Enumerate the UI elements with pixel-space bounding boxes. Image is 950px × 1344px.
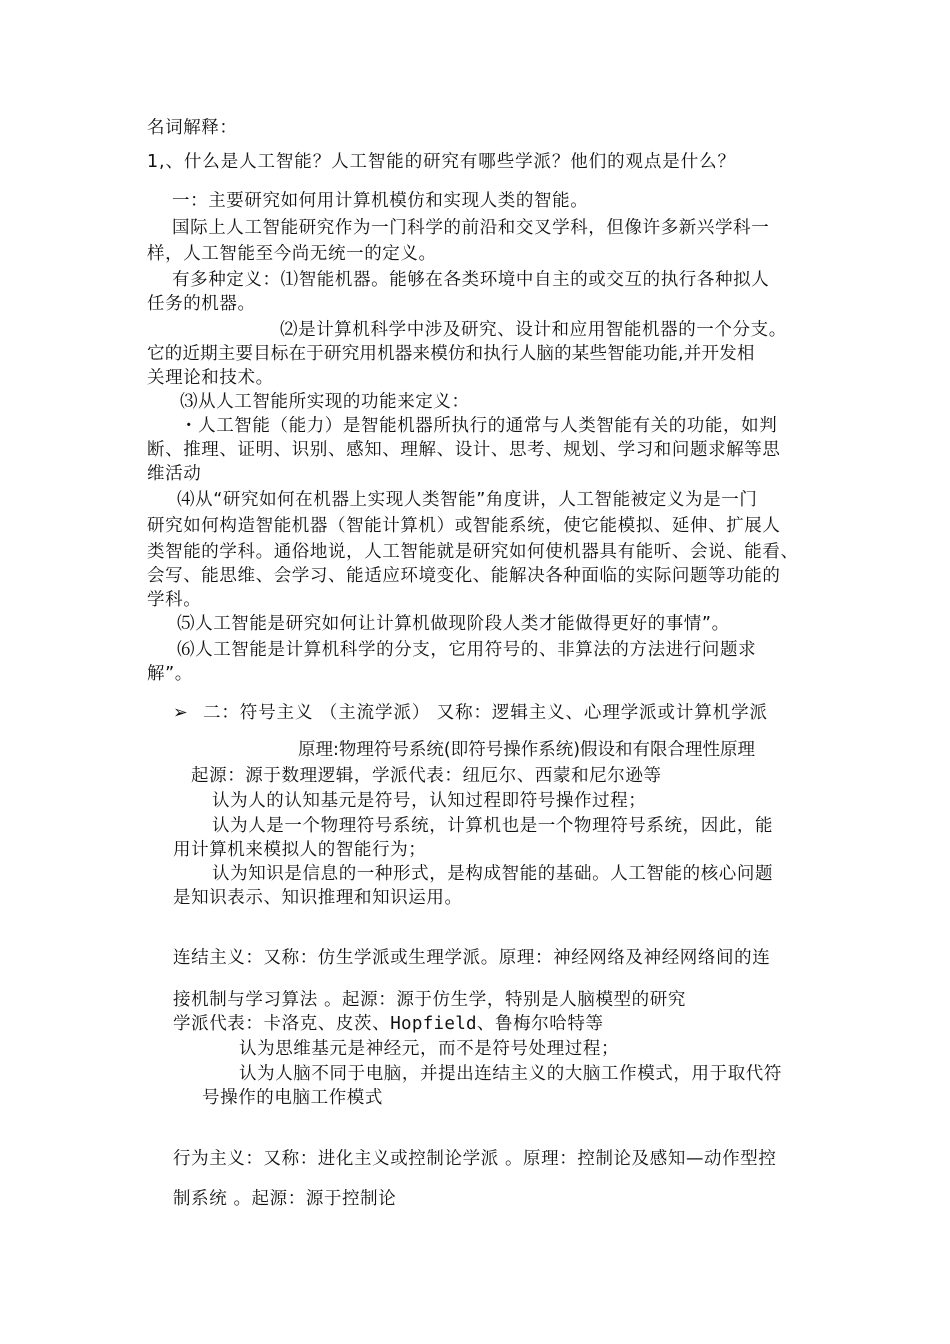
question-line: 1,、什么是人工智能？人工智能的研究有哪些学派？他们的观点是什么？: [147, 152, 736, 172]
definition-line: 有多种定义：⑴智能机器。能够在各类环境中自主的或交互的执行各种拟人: [172, 270, 770, 290]
connectionism-line: 认为思维基元是神经元，而不是符号处理过程；: [239, 1039, 620, 1059]
connectionism-text: 、鲁梅尔哈特等: [476, 1014, 604, 1034]
symbolism-line: 起源：源于数理逻辑，学派代表：纽厄尔、西蒙和尼尔逊等: [191, 766, 662, 786]
behaviorism-line: 制系统 。起源：源于控制论: [173, 1189, 397, 1209]
definition-line: 维活动: [147, 464, 202, 484]
symbolism-line: 认为人是一个物理符号系统，计算机也是一个物理符号系统，因此，能: [212, 816, 774, 836]
definition-line: ⑸人工智能是研究如何让计算机做现阶段人类才能做得更好的事情”。: [177, 614, 730, 634]
definition-line: ⑵是计算机科学中涉及研究、设计和应用智能机器的一个分支。: [280, 320, 787, 340]
connectionism-name: Hopfield: [390, 1014, 477, 1034]
definition-line: ⑷从“研究如何在机器上实现人类智能”角度讲，人工智能被定义为是一门: [177, 490, 758, 510]
symbolism-line: 原理:物理符号系统(即符号操作系统)假设和有限合理性原理: [298, 740, 756, 760]
symbolism-line: 认为知识是信息的一种形式，是构成智能的基础。人工智能的核心问题: [212, 864, 774, 884]
definition-line: 样，人工智能至今尚无统一的定义。: [147, 244, 437, 264]
symbolism-line: 是知识表示、知识推理和知识运用。: [173, 888, 463, 908]
definition-line: 它的近期主要目标在于研究用机器来模仿和执行人脑的某些智能功能,并开发相: [147, 344, 755, 364]
connectionism-line: [173, 1012, 604, 1036]
symbolism-line: 认为人的认知基元是符号，认知过程即符号操作过程；: [212, 791, 647, 811]
connectionism-line: 认为人脑不同于电脑，并提出连结主义的大脑工作模式，用于取代符: [239, 1064, 782, 1084]
definition-line: 类智能的学科。通俗地说，人工智能就是研究如何使机器具有能听、会说、能看、: [147, 542, 799, 562]
connectionism-line: 接机制与学习算法 。起源：源于仿生学，特别是人脑模型的研究: [173, 990, 686, 1010]
symbolism-line: 用计算机来模拟人的智能行为；: [173, 840, 427, 860]
definition-line: 研究如何构造智能机器（智能计算机）或智能系统，使它能模拟、延伸、扩展人: [147, 516, 781, 536]
connectionism-text: 学派代表：卡洛克、皮茨、: [173, 1014, 391, 1034]
arrow-bullet-icon: ➢: [173, 703, 189, 723]
definition-line: ⑹人工智能是计算机科学的分支，它用符号的、非算法的方法进行问题求: [177, 640, 757, 660]
definition-line: 国际上人工智能研究作为一门科学的前沿和交叉学科，但像许多新兴学科一: [172, 218, 770, 238]
connectionism-line: 号操作的电脑工作模式: [202, 1088, 383, 1108]
behaviorism-heading: 行为主义：又称：进化主义或控制论学派 。原理：控制论及感知—动作型控: [173, 1149, 777, 1169]
definition-line: ・人工智能（能力）是智能机器所执行的通常与人类智能有关的功能，如判: [180, 416, 778, 436]
definition-line: 断、推理、证明、识别、感知、理解、设计、思考、规划、学习和问题求解等思: [147, 440, 781, 460]
definition-line: 任务的机器。: [147, 294, 256, 314]
definition-line: 学科。: [147, 590, 202, 610]
definition-line: 解”。: [147, 664, 193, 684]
definition-line: 一：主要研究如何用计算机模仿和实现人类的智能。: [172, 191, 589, 211]
definition-line: ⑶从人工智能所实现的功能来定义：: [180, 392, 470, 412]
connectionism-heading: 连结主义：又称：仿生学派或生理学派。原理：神经网络及神经网络间的连: [173, 948, 771, 968]
definition-line: 会写、能思维、会学习、能适应环境变化、能解决各种面临的实际问题等功能的: [147, 566, 781, 586]
symbolism-heading: 二：符号主义 （主流学派） 又称：逻辑主义、心理学派或计算机学派: [203, 703, 768, 723]
section-heading: 名词解释：: [147, 118, 238, 138]
definition-line: 关理论和技术。: [147, 368, 274, 388]
